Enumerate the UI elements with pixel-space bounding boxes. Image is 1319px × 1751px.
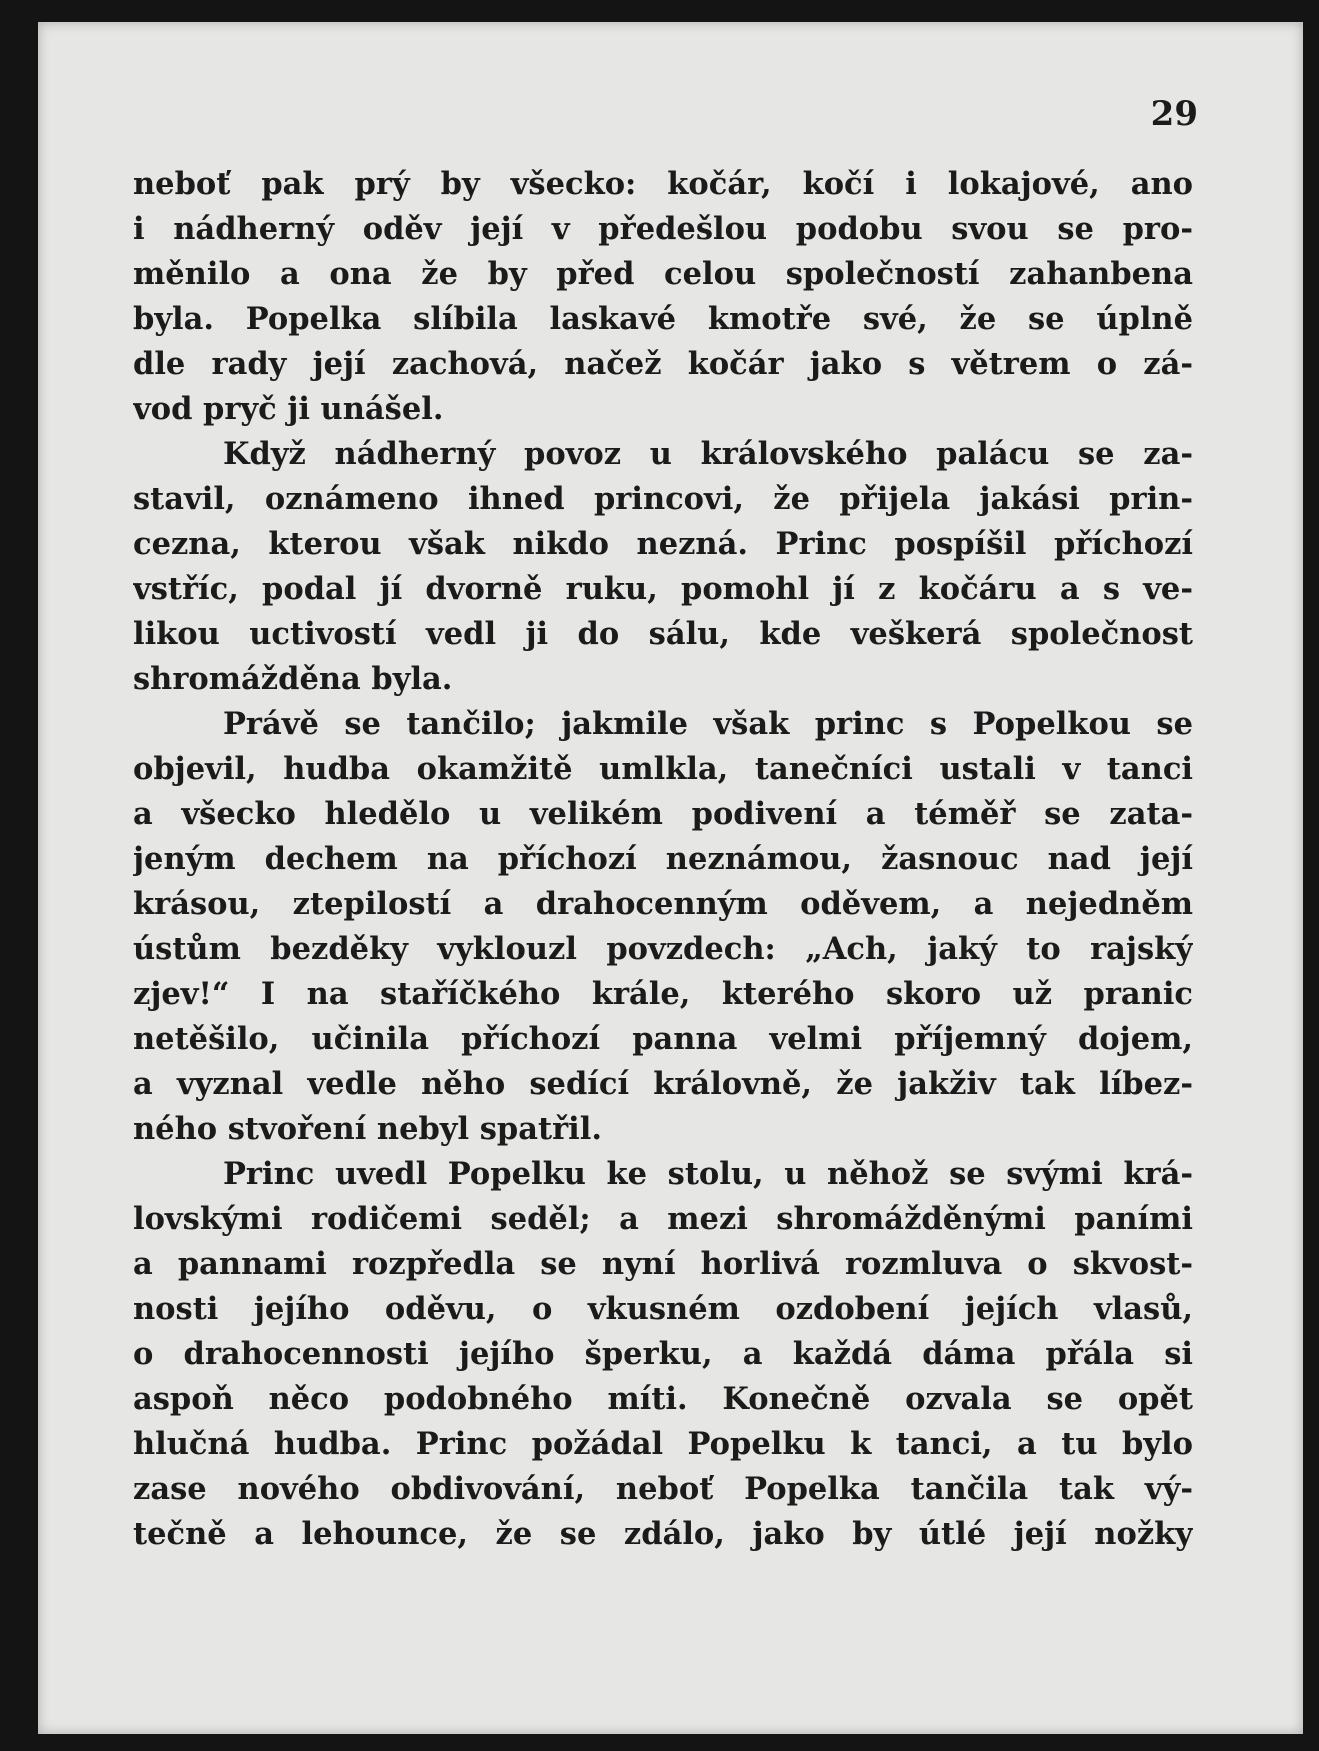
- text-line: vod pryč ji unášel.: [133, 391, 444, 427]
- text-line: měnilo a ona že by před celou společností zahanbena: [133, 256, 1193, 292]
- text-line: hlučná hudba. Princ požádal Popelku k tanci, a tu bylo: [133, 1426, 1193, 1462]
- text-line: netěšilo, učinila příchozí panna velmi příjemný dojem,: [133, 1021, 1193, 1057]
- text-line: objevil, hudba okamžitě umlkla, tanečníci ustali v tanci: [133, 751, 1193, 787]
- text-line: krásou, ztepilostí a drahocenným oděvem, a nejedněm: [133, 886, 1193, 922]
- text-line: zase nového obdivování, neboť Popelka tančila tak vý-: [133, 1471, 1193, 1507]
- page-number: 29: [1150, 94, 1198, 134]
- book-page: [38, 22, 1303, 1734]
- text-line: neboť pak prý by všecko: kočár, kočí i lokajové, ano: [133, 166, 1193, 202]
- text-line: aspoň něco podobného míti. Konečně ozvala se opět: [133, 1381, 1193, 1417]
- text-line: lovskými rodičemi seděl; a mezi shromážděnými paními: [133, 1201, 1193, 1237]
- text-line: shromážděna byla.: [133, 661, 453, 697]
- text-line: Princ uvedl Popelku ke stolu, u něhož se svými krá-: [223, 1156, 1193, 1192]
- text-line: i nádherný oděv její v předešlou podobu svou se pro-: [133, 211, 1193, 247]
- text-line: tečně a lehounce, že se zdálo, jako by útlé její nožky: [133, 1516, 1193, 1552]
- text-line: Právě se tančilo; jakmile však princ s Popelkou se: [223, 706, 1193, 742]
- text-line: a vyznal vedle něho sedící královně, že jakživ tak líbez-: [133, 1066, 1193, 1102]
- text-line: jeným dechem na příchozí neznámou, žasnouc nad její: [133, 841, 1193, 877]
- text-line: ného stvoření nebyl spatřil.: [133, 1111, 602, 1147]
- text-line: byla. Popelka slíbila laskavé kmotře své, že se úplně: [133, 301, 1193, 337]
- text-line: vstříc, podal jí dvorně ruku, pomohl jí z kočáru a s ve-: [133, 571, 1193, 607]
- text-line: Když nádherný povoz u královského palácu se za-: [223, 436, 1193, 472]
- text-line: nosti jejího oděvu, o vkusném ozdobení jejích vlasů,: [133, 1291, 1193, 1327]
- text-line: likou uctivostí vedl ji do sálu, kde veškerá společnost: [133, 616, 1193, 652]
- text-line: ústům bezděky vyklouzl povzdech: „Ach, jaký to rajský: [133, 931, 1193, 967]
- text-line: stavil, oznámeno ihned princovi, že přijela jakási prin-: [133, 481, 1193, 517]
- page-text: [133, 162, 1193, 1557]
- text-line: cezna, kterou však nikdo nezná. Princ pospíšil příchozí: [133, 526, 1193, 562]
- text-line: zjev!“ I na staříčkého krále, kterého skoro už pranic: [133, 976, 1193, 1012]
- text-line: a pannami rozpředla se nyní horlivá rozmluva o skvost-: [133, 1246, 1193, 1282]
- text-line: dle rady její zachová, načež kočár jako s větrem o zá-: [133, 346, 1193, 382]
- text-line: a všecko hledělo u velikém podivení a téměř se zata-: [133, 796, 1193, 832]
- text-line: o drahocennosti jejího šperku, a každá dáma přála si: [133, 1336, 1193, 1372]
